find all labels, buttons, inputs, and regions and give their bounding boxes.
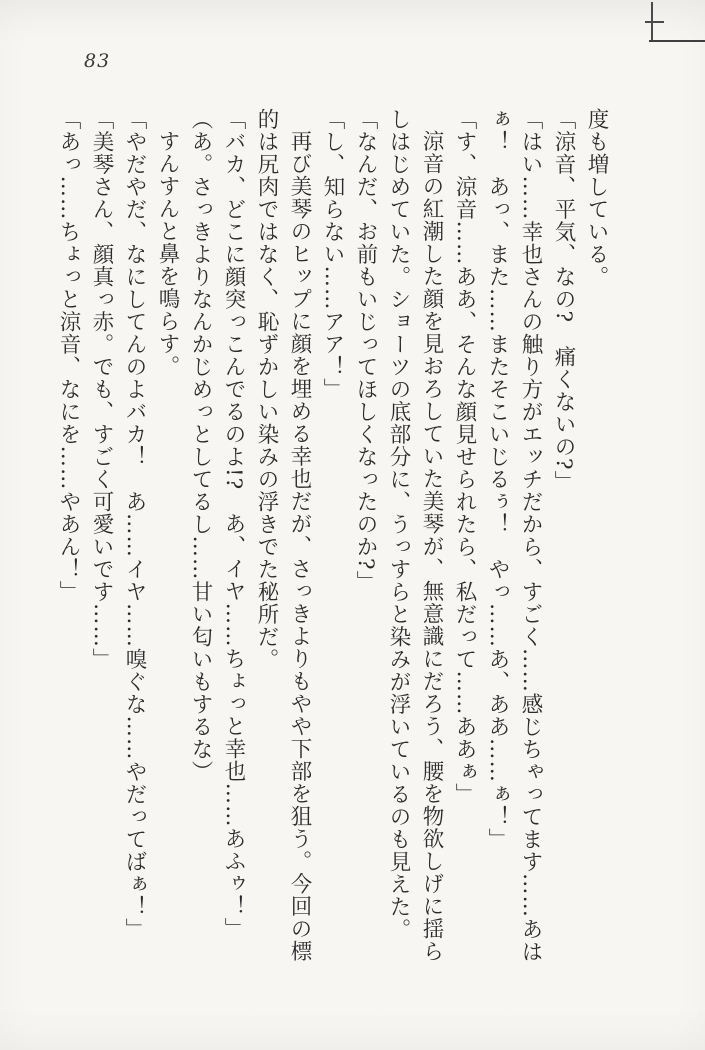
crop-mark <box>0 0 705 60</box>
paragraph: （あ。さっきよりなんかじめっとしてるし……甘い匂いもするな） <box>188 108 213 783</box>
paragraph: 「し、知らない……アア！」 <box>320 108 345 401</box>
paragraph: 「す、涼音……ああ、そんな顔見せられたら、私だって……ああぁ」 <box>452 108 477 806</box>
paragraph: 「バカ、どこに顔突っこんでるのよ!? あ、イヤ……ちょっと幸也……あふゥ！」 <box>221 108 246 941</box>
text-block <box>52 108 613 966</box>
paragraph: 「やだやだ、なにしてんのよバカ！ あ……イヤ……嗅ぐな……やだってばぁ！」 <box>122 108 147 941</box>
page-number: 83 <box>84 50 111 72</box>
paragraph: 「はい……幸也さんの触り方がエッチだから、すごく……感じちゃってます……あはぁ！ あっ、また……またそこいじるぅ！ やっ……あ、ああ……ぁ！」 <box>485 108 543 963</box>
paragraph: すんすんと鼻を鳴らす。 <box>155 129 180 377</box>
paragraph: 「美琴さん、顔真っ赤。でも、すごく可愛いです……」 <box>89 108 114 671</box>
paragraph: 涼音の紅潮した顔を見おろしていた美琴が、無意識にだろう、腰を物欲しげに揺らしはじめていた。ショーツの底部分に、うっすらと染みが浮いているのも見えた。 <box>386 108 444 962</box>
paragraph: 度も増している。 <box>584 108 609 288</box>
paragraph: 「涼音、平気、なの? 痛くないの?」 <box>551 108 576 494</box>
crop-mark-horizontal-line <box>649 40 705 42</box>
paragraph: 「あっ……ちょっと涼音、なにを……やあん！」 <box>56 108 81 603</box>
paragraph: 再び美琴のヒップに顔を埋める幸也だが、さっきよりもやや下部を狙う。今回の標的は尻肉ではなく、恥ずかしい染みの浮きでた秘所だ。 <box>254 108 312 962</box>
crop-mark-cross-tick <box>645 21 664 23</box>
paragraph: 「なんだ、お前もいじってほしくなったのか?」 <box>353 108 378 594</box>
